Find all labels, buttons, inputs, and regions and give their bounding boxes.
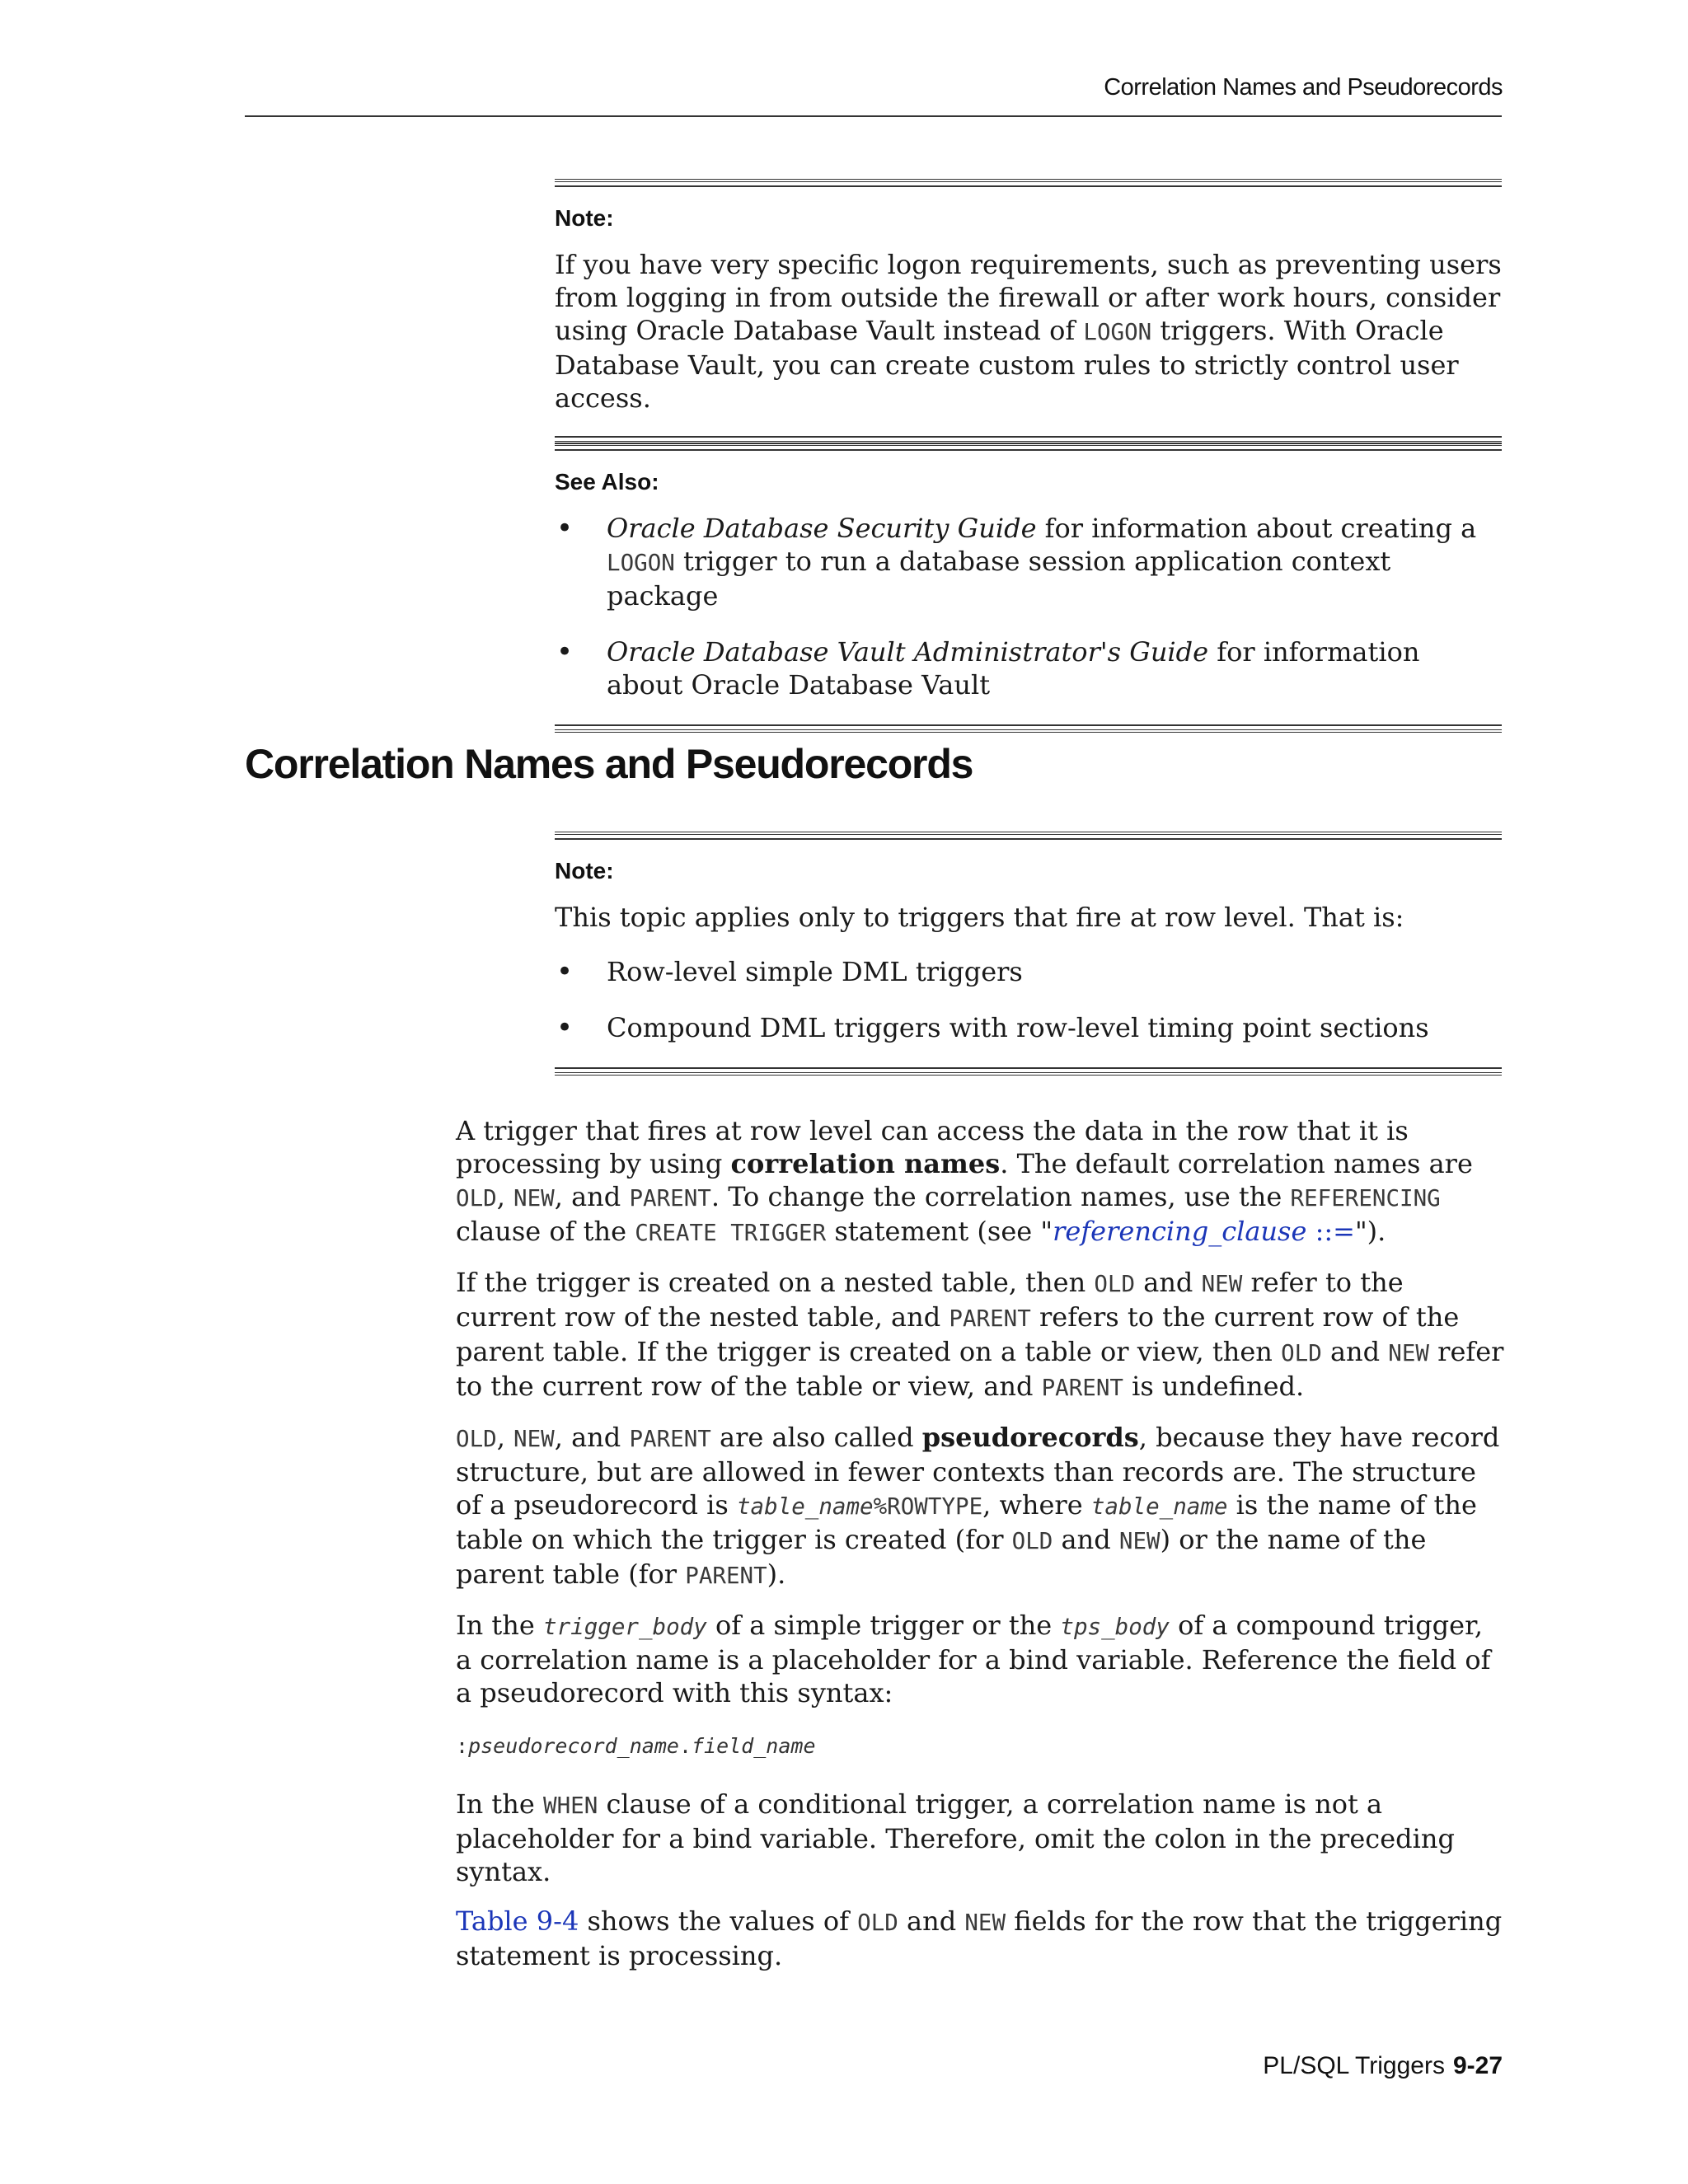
code-colon: : <box>456 1734 469 1758</box>
text-run: refers to the current row of the parent table. If the trigger is created on a table or view, then <box>456 1301 1460 1367</box>
vault-guide-link[interactable]: Oracle Database Vault Administrator's Guide <box>607 636 1209 668</box>
code-dot: . <box>678 1734 692 1758</box>
security-guide-link[interactable]: Oracle Database Security Guide <box>607 513 1037 544</box>
text-run: , <box>496 1181 514 1212</box>
text-run: and <box>1053 1524 1119 1555</box>
code-logon: LOGON <box>1083 319 1152 345</box>
code-logon: LOGON <box>607 550 675 576</box>
list-item: • Compound DML triggers with row-level timing point sections <box>555 1011 1502 1044</box>
link-text: referencing_clause <box>1053 1216 1307 1247</box>
code-new: NEW <box>513 1185 555 1212</box>
list-item <box>555 512 1502 612</box>
code-parent: PARENT <box>629 1185 711 1212</box>
text-run: shows the values of <box>579 1905 858 1937</box>
code-parent: PARENT <box>1041 1375 1123 1401</box>
running-head: Correlation Names and Pseudorecords <box>1104 74 1503 101</box>
code-table-name: table_name <box>736 1493 874 1520</box>
text-run: for information about creating a <box>1036 513 1477 544</box>
text-run: , where <box>982 1489 1091 1521</box>
trigger-type-list <box>555 955 1502 1044</box>
text-run: fields for the row that the triggering statement is processing. <box>456 1905 1503 1971</box>
code-new: NEW <box>1388 1340 1429 1366</box>
text-run: In the <box>456 1788 543 1820</box>
text-run: If the trigger is created on a nested table, then <box>456 1267 1095 1298</box>
text-run: statement (see " <box>826 1216 1053 1247</box>
paragraph-nested-table <box>456 1266 1507 1404</box>
header-rule <box>245 115 1502 117</box>
code-rowtype: %ROWTYPE <box>873 1493 983 1520</box>
text-run: and <box>1321 1336 1389 1367</box>
note-text <box>555 248 1502 415</box>
list-item: • Row-level simple DML triggers <box>555 955 1502 988</box>
code-old: OLD <box>1011 1528 1053 1554</box>
term-correlation-names: correlation names <box>730 1148 1001 1179</box>
code-pseudorecord-name: pseudorecord_name <box>468 1734 679 1758</box>
paragraph-correlation-names <box>456 1114 1507 1249</box>
paragraph-pseudorecords <box>456 1421 1507 1592</box>
text-run: clause of the <box>456 1216 635 1247</box>
syntax-example <box>456 1734 1507 1758</box>
paragraph-table-ref <box>456 1905 1507 1972</box>
code-trigger-body: trigger_body <box>543 1614 707 1640</box>
code-new: NEW <box>964 1910 1006 1936</box>
text-run: is undefined. <box>1123 1371 1305 1402</box>
note-label: Note: <box>555 205 614 231</box>
text-run: A trigger that fires at row level can access the data in the row that it is processing by using <box>456 1115 1409 1179</box>
text-run: In the <box>456 1610 543 1641</box>
note-box-vault <box>555 179 1502 444</box>
note-label: Note: <box>555 858 614 883</box>
text-run: refer to the current row of the nested table, and <box>456 1267 1404 1333</box>
see-also-box <box>555 443 1502 733</box>
page-number: 9-27 <box>1452 2052 1503 2079</box>
text-run: of a simple trigger or the <box>706 1610 1061 1641</box>
text-run: triggers. With Oracle Database Vault, you can create custom rules to strictly control user access. <box>555 315 1459 414</box>
text-run: and <box>898 1905 965 1937</box>
code-parent: PARENT <box>949 1305 1031 1332</box>
section-title: Correlation Names and Pseudorecords <box>245 741 973 787</box>
code-old: OLD <box>456 1185 497 1212</box>
text-run: trigger to run a database session application context package <box>607 546 1391 612</box>
code-old: OLD <box>1094 1271 1136 1297</box>
paragraph-when-clause <box>456 1788 1507 1888</box>
text-run: of a compound trigger, a correlation name is a placeholder for a bind variable. Reference the field of a pseudorecord with this syntax: <box>456 1610 1491 1708</box>
footer-chapter: PL/SQL Triggers <box>1263 2052 1445 2079</box>
text-run: . To change the correlation names, use the <box>710 1181 1291 1212</box>
text-run: and <box>1135 1267 1202 1298</box>
code-when: WHEN <box>543 1793 598 1819</box>
paragraph-trigger-body <box>456 1609 1507 1709</box>
link-text: ::= <box>1306 1216 1355 1247</box>
text-run: for information about Oracle Database Vault <box>607 636 1420 701</box>
text-run: clause of a conditional trigger, a correlation name is not a placeholder for a bind variable. Therefore, omit the colon in the preceding syntax. <box>456 1788 1455 1887</box>
text-run: ) or the name of the parent table (for <box>456 1524 1427 1590</box>
code-old: OLD <box>857 1910 898 1936</box>
text-run: refer to the current row of the table or view, and <box>456 1336 1504 1402</box>
note-box-row-level <box>555 832 1502 1076</box>
text-run: , and <box>554 1422 630 1453</box>
code-old: OLD <box>456 1426 497 1452</box>
text-run: are also called <box>710 1422 922 1453</box>
code-table-name: table_name <box>1090 1493 1228 1520</box>
code-parent: PARENT <box>685 1563 767 1589</box>
text-run: If you have very specific logon requirements, such as preventing users from logging in from outside the firewall or after work hours, consider using Oracle Database Vault instead of <box>555 249 1502 346</box>
code-new: NEW <box>1201 1271 1243 1297</box>
code-tps-body: tps_body <box>1060 1614 1170 1640</box>
text-run: is the name of the table on which the trigger is created (for <box>456 1489 1477 1555</box>
code-field-name: field_name <box>692 1734 816 1758</box>
text-run: , and <box>554 1181 630 1212</box>
note-text: This topic applies only to triggers that fire at row level. That is: <box>555 902 1404 933</box>
body-text <box>456 1114 1507 1989</box>
text-run: , <box>496 1422 514 1453</box>
table-9-4-link[interactable]: Table 9-4 <box>456 1905 579 1937</box>
text-run: . The default correlation names are <box>1000 1148 1473 1179</box>
code-referencing: REFERENCING <box>1290 1185 1441 1212</box>
text-run: "). <box>1354 1216 1386 1247</box>
see-also-label: See Also: <box>555 469 659 494</box>
code-new: NEW <box>513 1426 555 1452</box>
term-pseudorecords: pseudorecords <box>921 1422 1139 1453</box>
text-run: , because they have record structure, but are allowed in fewer contexts than records are. The structure of a pseudorecord is <box>456 1422 1500 1521</box>
code-create-trigger: CREATE TRIGGER <box>635 1220 827 1246</box>
code-old: OLD <box>1281 1340 1322 1366</box>
page-footer <box>1263 2052 1503 2080</box>
see-also-list <box>555 512 1502 701</box>
list-item <box>555 635 1502 701</box>
referencing-clause-link[interactable] <box>1053 1216 1355 1247</box>
code-new: NEW <box>1118 1528 1160 1554</box>
text-run: ). <box>767 1558 786 1590</box>
code-parent: PARENT <box>629 1426 711 1452</box>
